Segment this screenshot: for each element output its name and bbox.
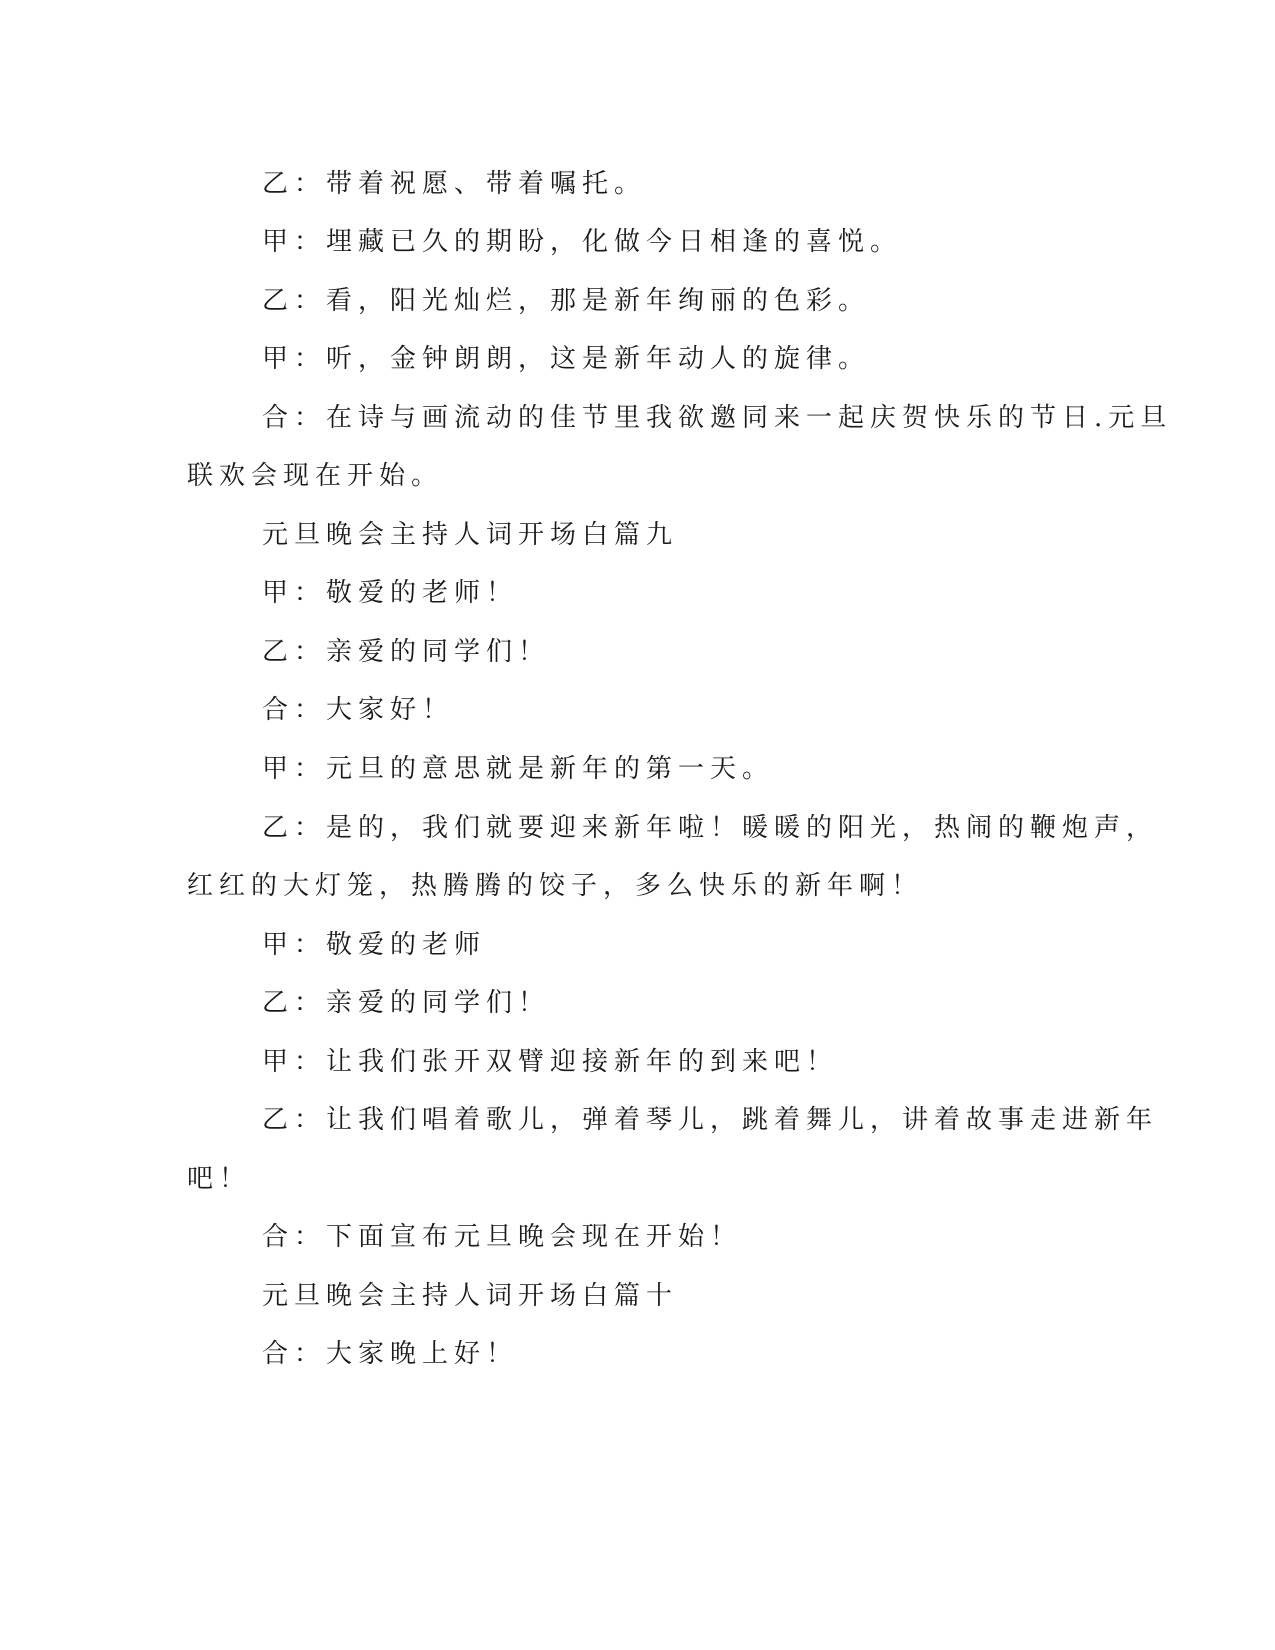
dialogue-line: 乙：亲爱的同学们！: [262, 637, 551, 667]
dialogue-line: 乙：看，阳光灿烂，那是新年绚丽的色彩。: [262, 286, 871, 316]
dialogue-line: 甲：敬爱的老师: [262, 930, 487, 960]
dialogue-line: 合：在诗与画流动的佳节里我欲邀同来一起庆贺快乐的节日.元旦: [262, 403, 1173, 433]
dialogue-line: 甲：让我们张开双臂迎接新年的到来吧！: [262, 1047, 839, 1077]
dialogue-line: 合：大家好！: [262, 695, 455, 725]
section-heading: 元旦晚会主持人词开场白篇十: [262, 1281, 679, 1311]
dialogue-line-continuation: 联欢会现在开始。: [187, 461, 444, 491]
dialogue-line: 合：下面宣布元旦晚会现在开始！: [262, 1222, 743, 1252]
section-heading: 元旦晚会主持人词开场白篇九: [262, 520, 679, 550]
dialogue-line-continuation: 吧！: [187, 1164, 252, 1194]
dialogue-line: 合：大家晚上好！: [262, 1339, 519, 1369]
dialogue-line: 乙：是的，我们就要迎来新年啦！暖暖的阳光，热闹的鞭炮声，: [262, 813, 1159, 843]
dialogue-line: 甲：听，金钟朗朗，这是新年动人的旋律。: [262, 344, 871, 374]
dialogue-line: 乙：让我们唱着歌儿，弹着琴儿，跳着舞儿，讲着故事走进新年: [262, 1105, 1159, 1135]
dialogue-line: 甲：元旦的意思就是新年的第一天。: [262, 754, 775, 784]
dialogue-line: 甲：敬爱的老师！: [262, 578, 519, 608]
dialogue-line: 乙：亲爱的同学们！: [262, 988, 551, 1018]
dialogue-line-continuation: 红红的大灯笼，热腾腾的饺子，多么快乐的新年啊！: [187, 871, 924, 901]
dialogue-line: 乙：带着祝愿、带着嘱托。: [262, 169, 647, 199]
dialogue-line: 甲：埋藏已久的期盼，化做今日相逢的喜悦。: [262, 227, 903, 257]
